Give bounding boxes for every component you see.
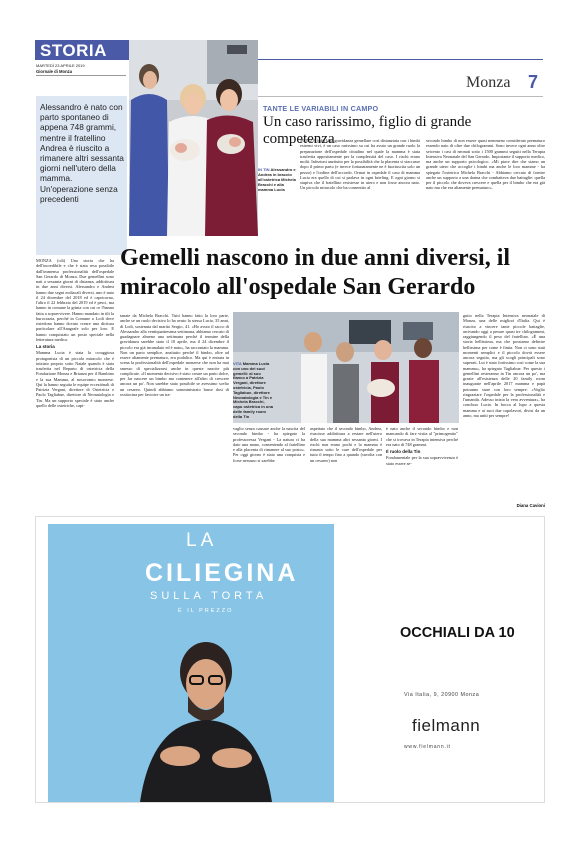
page-number: 7 bbox=[528, 72, 539, 92]
subhead-ruolo-tin: Il ruolo della Tin bbox=[386, 449, 421, 454]
photo2-caption-lead: VITA bbox=[233, 361, 242, 366]
main-story-column-1 bbox=[36, 258, 114, 508]
top-story-column-2: secondo bimbo di non essere quasi nemmeno considerato prematuro essendo nato di oltre due chilogrammi. Sono invece ogni anno oltre seicento i casi di neonati sotto i 1500 grammi seguiti nella Terapia Intensiva Neonatale del San Gerardo. Importante il supporto medico, ma anche un supporto psicologico. «Mi piace dire che siamo un grande utero che accoglie i bimbi ma anche le loro mamme - ha spiegato l'ostetrica Michela Bracchi - Abbiamo cercato di fornire anche un supporto a una donna che combatteva due battaglie: quella per il piccolo che doveva crescere e quella per il bimbo che era già nato ma che era altamente prematuro». bbox=[426, 138, 545, 191]
ad-line-prezzo: È IL PREZZO bbox=[178, 608, 234, 614]
main-story-column-5 bbox=[386, 426, 458, 508]
photo1-caption bbox=[258, 168, 296, 193]
photo1-caption-text: Alessandro e Andrea in braccio all'ostetrica Michela Bracchi e alla mamma Lucia bbox=[258, 167, 296, 192]
page-city: Monza bbox=[466, 74, 511, 91]
main-story-column-6: guito nella Terapia Intensiva neonatale di Monza, una delle migliori d'Italia. Qui è riuscito a vincere tante piccole battaglie, arrivando oggi a pesare quasi tre chilogrammi, raggiungendo il peso del fratellino. «È una storia bellissima, ma che possiamo definire bellissima per come è finita. Non ci sono stati momenti semplici e il piccolo dovrà essere ancora seguito, ma gli scogli principali sono superati. Lui è stato fortissimo così come la sua mamma», ha spiegato Tagliabue. Per questo i gemellini resteranno in Tin ancora un po', ma grazie all'esistenza delle 20 family room inaugurate nell'aprile 2017 mamma e papà potranno stare con loro sempre. «Voglio ringraziare l'ospedale per la professionalità e l'umanità. Adesso inizia la vera avventura», ha concluso Lucia. In bocca al lupo a questa mamma e ai suoi due capolavori, divisi da un anno, ma uniti per sempre! bbox=[463, 313, 545, 418]
section-title: STORIA bbox=[40, 41, 107, 60]
top-story-headline: Un caso rarissimo, figlio di grande competenza bbox=[263, 114, 472, 147]
photo-mother-twins bbox=[129, 40, 258, 236]
header-divider bbox=[36, 75, 126, 76]
top-story-rule bbox=[258, 96, 543, 97]
photo2-caption-text: Mamma Lucia con uno dei suoi gemelli: al suo fianco a Patrizia Vergani, direttore ostetricia, Paolo Tagliabue, direttore Neonatologia e Tin e Michela Bracchi, capo ostetrica in una delle family room della Tin bbox=[233, 361, 274, 419]
main-story-column-3: vaglio senza causare anche la nascita del secondo bimbo - ha spiegato la professoressa Vergani - La natura ci ha dato una mano, consentendo al fratellino e alla placenta di rimanere al suo posto». Per oggi giorno è stato una conquista e forse nessuno si sarebbe bbox=[233, 426, 305, 463]
issue-date: MARTEDÌ 23 APRILE 2019 bbox=[36, 63, 85, 68]
main-column-1-text: MONZA (cdi) Una storia che ha dell'incredibile e che è stata resa possibile dall'immensa professionalità dell'ospedale San Gerardo di Monza. Due gemellini sono nati a sessanta giorni di distanza, addirittura in due anni diversi. Alessandro e Andrea hanno due segni zodiacali diversi, uno è nato il 24 dicembre del 2018 ed è capricorno, l'altro il 22 febbraio del 2019 ed è pesci, ma hanno in comune la grinta con cui ce l'hanno fatta a sopravvivere. Hanno mandato in tilt la burocrazia, perché in Comune a Lodi dove risiedono hanno dovuto creare una dicitura particolare all'Anagrafe solo per loro. E hanno conquistato un posto speciale nella letteratura medica. bbox=[36, 258, 114, 342]
photo1-caption-lead: IN TIN bbox=[258, 167, 270, 172]
main-headline: Gemelli nascono in due anni diversi, il miracolo all'ospedale San Gerardo bbox=[120, 245, 511, 300]
ad-line-torta: SULLA TORTA bbox=[150, 590, 268, 602]
pullquote: Alessandro è nato con parto spontaneo di appena 748 grammi, mentre il fratellino Andrea è riuscito a rimanere altri sessanta giorni nell'utero della mamma. Un'operazione senza precedenti bbox=[40, 102, 124, 204]
ad-line-ciliegina: CILIEGINA bbox=[145, 559, 299, 587]
main-story-column-4: aspettato che il secondo bimbo, Andrea, riuscisse addirittura a restare nell'utero della sua mamma altri sessanta giorni. I rischi non erano pochi e la mamma è rimasta sotto le cure dell'ospedale per tutto il tempo fino a quando (suvolta con un cesareo) non bbox=[310, 426, 382, 463]
ad-website: www.fielmann.it bbox=[404, 744, 451, 750]
ad-line-la: LA bbox=[186, 530, 218, 551]
main-column-5b-text: Fondamentale per la sua sopravvivenza è stato essere se- bbox=[386, 455, 458, 466]
ad-headline: OCCHIALI DA 10 bbox=[400, 625, 515, 641]
newspaper-name: Giornale di Monza bbox=[36, 69, 73, 74]
main-column-1b-text: Mamma Lucia è stata la coraggiosa protagonista di un piccolo miracolo che è iniziato proprio sotto Natale quando è stata trasferita nel Reparto di ostetricia della Fondazione Monza e Brianza per il Bambino e la sua Mamma, al nosocomio monzese. Qui la hanno seguita le equipe ecceziónali di Patrizia Vergani, direttore di Ostetricia e Paolo Tagliabue, direttore di Neonatologia e Tin. Ma un supporto speciale è stato anche quello delle ostetriche, capi- bbox=[36, 350, 114, 408]
top-story-kicker: TANTE LE VARIABILI IN CAMPO bbox=[263, 104, 379, 113]
photo2-caption bbox=[233, 362, 273, 420]
ad-address: Via Italia, 9, 20900 Monza bbox=[404, 692, 480, 698]
main-story-column-2: tanate da Michela Bracchi. Tutti hanno fatto la loro parte, anche se un ruolo decisivo lo ha avuto la stessa Lucia, 35 anni, di Lodi, sostenuta dal marito Sergio, 41. «Ho avuto il sacco di Alessandro alla ventiquattresima settimana, abbiamo cercato di guadagnare almeno una settimana perché il termine della gravidanza sarebbe stato il 10 aprile, ma il 24 dicembre il piccolo era già incanalato ed è nato», ha raccontato la mamma. Non un parto semplice, anzitutto perché il bimbo, oltre ad essere altamente prematuro, era podalico. Ma qui è entrata in scena la professionalità dell'ospedale monzese che non ha mai smesso di specializzarsi anche in queste nascite più complicate. «Il momento decisivo è stato creare un parto dolce, per far nascere un bimbo ma contenere all'altro di crescere ancora un po'. Non sarebbe stato possibile se avessimo scelto un cesareo. Quindi abbiamo somministrato basse dosi di ossitocina per favorire un tra- bbox=[120, 313, 229, 397]
ad-brand-logo: fielmann bbox=[412, 716, 481, 735]
author-signature: Diana Cavioni bbox=[516, 503, 545, 508]
top-story-column-1: MONZA (cdi) Una gravidanza gemellare così distanziata con i bimbi estremi vivi, è un caso rarissimo su cui ha avuto un grande ruolo la preparazione dell'ospedale cittadino nel quale la mamma è stata trasferita appositamente per la complessità del caso. I rischi erano molti. Infezioni anzitutto per la possibilità che la placenta si staccasse dopo il primo parto (e invece fortunatamente ne è fuoriuscita solo un pezzo) e l'ordine dell'accordo. Ormai in ospedale il caso di mamma Lucia era quello di cui si parlava in ogni briefing. E ogni giorno si stupiva che il fratellino resistesse in utero e non fosse ancora nato. Un piccolo miracolo che ha consentito al bbox=[300, 138, 420, 191]
subhead-la-storia: La storia bbox=[36, 344, 55, 349]
main-column-5-text: è nato anche il secondo bimbo e non mancando di fare visita al "primogenito" che si trovava in Terapia intensiva perché era nato di 748 grammi. bbox=[386, 426, 458, 447]
